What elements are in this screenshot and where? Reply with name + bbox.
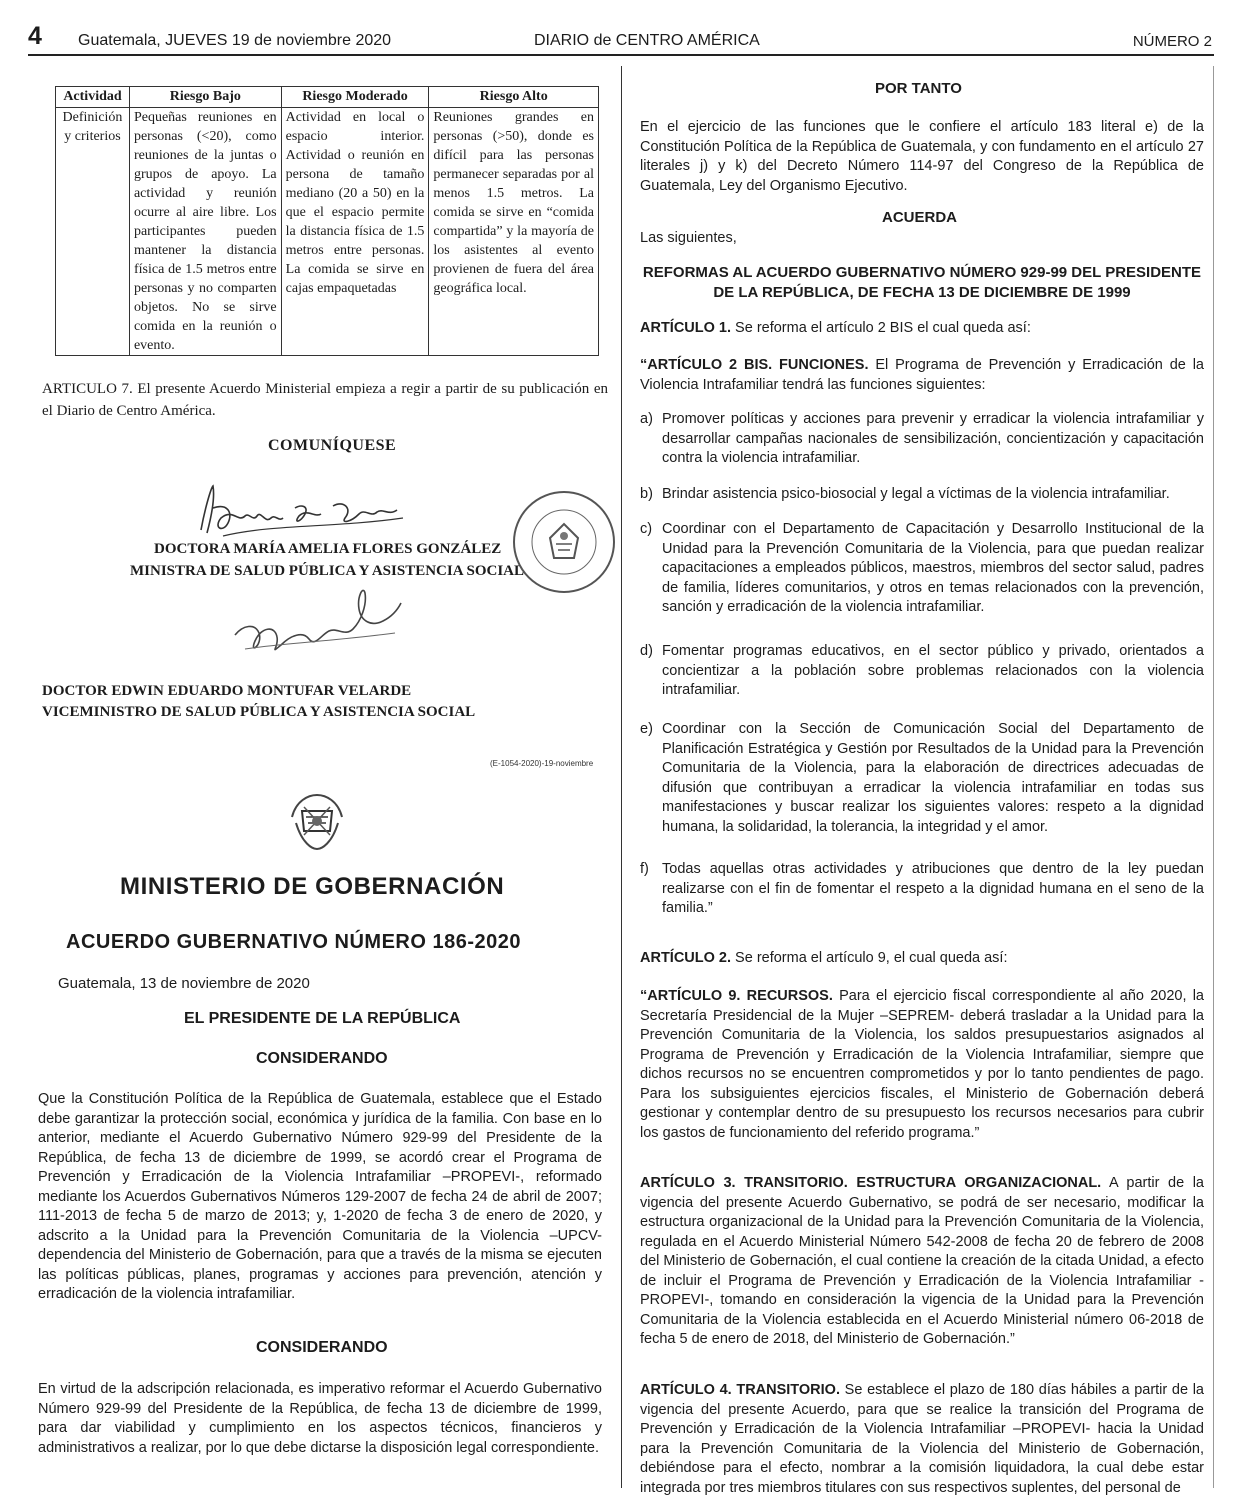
header-rule	[28, 54, 1214, 56]
ministry-seal	[510, 488, 618, 596]
cell-riesgo-alto: Reuniones grandes en personas (>50), donde es difícil para las personas permanecer separadas por al menos 1.5 metros. La comida se sirve en “comida compartida” y la mayoría de los asistentes al evento provienen de fuera del área geográfica local.	[429, 108, 599, 356]
articulo-2-lead: ARTÍCULO 2.	[640, 950, 732, 966]
articulo-2bis-lead: “ARTÍCULO 2 BIS. FUNCIONES.	[640, 357, 869, 373]
reformas-title: REFORMAS AL ACUERDO GUBERNATIVO NÚMERO 929-99 DEL PRESIDENTE DE LA REPÚBLICA, DE FECHA 13 DE DICIEMBRE DE 1999	[642, 264, 1202, 301]
articulo-2-text: Se reforma el artículo 9, el cual queda así:	[731, 950, 1008, 966]
considerando-2-heading: CONSIDERANDO	[256, 1339, 388, 1356]
list-item-letter: b)	[640, 486, 653, 502]
por-tanto-heading: POR TANTO	[875, 80, 962, 97]
list-item-letter: c)	[640, 521, 653, 537]
list-item-letter: f)	[640, 861, 649, 877]
header-riesgo-alto: Riesgo Alto	[429, 87, 599, 108]
list-item-letter: a)	[640, 411, 653, 427]
articulo-2	[640, 949, 1204, 969]
articulo-1	[640, 319, 1204, 339]
risk-table-header-row	[56, 87, 599, 108]
articulo-3-text: A partir de la vigencia del presente Acuerdo Gubernativo, se podrá de ser necesario, modificar la estructura organizacional de la Unidad para la Prevención Comunitaria de la Violencia, regulada en el Acuerdo Ministerial Número 542-2008 de fecha 20 de febrero de 2008 del Ministerio de Gobernación, el cual contiene la creación de la citada Unidad, a efecto de incluir el Programa de Prevención y Erradicación de la Violencia Intrafamiliar -PROPEVI-, tomando en consideración la vigencia de la Unidad para la Prevención Comunitaria de la Violencia establecida en el Acuerdo Ministerial número 06-2018 de fecha 5 de enero de 2018, del Ministerio de Gobernación.”	[640, 1175, 1204, 1347]
signature-2	[225, 575, 410, 675]
articulo-9-lead: “ARTÍCULO 9. RECURSOS.	[640, 988, 833, 1004]
cell-row-label: Definición y criterios	[56, 108, 130, 356]
risk-table-row	[56, 108, 599, 356]
list-item	[640, 860, 1204, 919]
signer-2-name: DOCTOR EDWIN EDUARDO MONTUFAR VELARDE	[42, 683, 412, 699]
header-riesgo-bajo: Riesgo Bajo	[129, 87, 281, 108]
list-item-text: Coordinar con la Sección de Comunicación Social del Departamento de Planificación Estratégica y Gestión por Resultados de la Unidad para la Prevención Comunitaria de la Violencia, para la elaboración de directrices adecuadas de difusión que contribuyan a erradicar la violencia intrafamiliar en todas sus manifestaciones y buscar realizar los siguientes valores: respeto a la dignidad humana, la solidaridad, la tolerancia, la integridad y el amor.	[662, 721, 1204, 835]
signer-1-title: MINISTRA DE SALUD PÚBLICA Y ASISTENCIA SOCIAL	[130, 563, 524, 579]
comuniquese-heading: COMUNÍQUESE	[268, 437, 397, 454]
signature-1	[183, 478, 423, 548]
list-item-text: Todas aquellas otras actividades y atribuciones que dentro de la ley puedan realizarse con el fin de fomentar el respeto a la dignidad humana en el seno de la familia.”	[662, 861, 1204, 916]
list-item-text: Fomentar programas educativos, en el sector público y privado, orientados a concientizar a la población sobre problemas relacionados con la violencia intrafamiliar.	[662, 643, 1204, 698]
page-number: 4	[28, 22, 42, 50]
list-item	[640, 410, 1204, 469]
page-header	[28, 22, 1214, 56]
acuerda-heading: ACUERDA	[882, 209, 957, 226]
acuerdo-title: ACUERDO GUBERNATIVO NÚMERO 186-2020	[66, 931, 521, 953]
list-item	[640, 642, 1204, 701]
considerando-1-text: Que la Constitución Política de la República de Guatemala, establece que el Estado debe garantizar la protección social, económica y jurídica de la familia. Con base en lo anterior, mediante el Acuerdo Gubernativo Número 929-99 del Presidente de la República, de fecha 13 de diciembre de 1999, se acordó crear el Programa de Prevención y Erradicación de la Violencia Intrafamiliar –PROPEVI-, reformado mediante los Acuerdos Gubernativos Números 129-2007 de fecha 24 de abril de 2007; 111-2013 de fecha 5 de marzo de 2013; y, 1-2020 de fecha 3 de enero de 2020, y adscrito a la Unidad para la Prevención Comunitaria de la Violencia –UPCV- dependencia del Ministerio de Gobernación, para que a través de la misma se ejecuten las políticas públicas, planes, programas y acciones para prevención, atención y erradicación de la violencia intrafamiliar.	[38, 1091, 602, 1302]
list-item-letter: e)	[640, 721, 653, 737]
column-divider	[621, 66, 622, 1488]
articulo-7: ARTICULO 7. El presente Acuerdo Ministerial empieza a regir a partir de su publicación en el Diario de Centro América.	[42, 381, 608, 419]
articulo-4-text: Se establece el plazo de 180 días hábiles a partir de la vigencia del presente Acuerdo, para que se realice la transición del Programa de Prevención y Erradicación de la Violencia Intrafamiliar –PROPEVI- hacia la Unidad para la Prevención Comunitaria de la Violencia del Ministerio de Gobernación, debiéndose para el efecto, nombrar a la comisión liquidadora, la cual debe estar integrada por tres miembros titulares con sus respectivos suplentes, del personal de	[640, 1382, 1204, 1496]
articulo-3-lead: ARTÍCULO 3. TRANSITORIO. ESTRUCTURA ORGANIZACIONAL.	[640, 1175, 1102, 1191]
header-actividad: Actividad	[56, 87, 130, 108]
header-riesgo-moderado: Riesgo Moderado	[281, 87, 429, 108]
articulo-4	[640, 1381, 1204, 1498]
las-siguientes: Las siguientes,	[640, 230, 737, 246]
presidente-heading: EL PRESIDENTE DE LA REPÚBLICA	[184, 1010, 461, 1027]
signer-1-name: DOCTORA MARÍA AMELIA FLORES GONZÁLEZ	[154, 541, 502, 557]
articulo-3	[640, 1174, 1204, 1350]
articulo-4-lead: ARTÍCULO 4. TRANSITORIO.	[640, 1382, 840, 1398]
list-item-text: Promover políticas y acciones para prevenir y erradicar la violencia intrafamiliar y desarrollar campañas nacionales de sensibilización, concientización y capacitación contra la violencia intrafamiliar.	[662, 411, 1204, 466]
articulo-2bis-text: El Programa de Prevención y Erradicación de la Violencia Intrafamiliar tendrá las funciones siguientes:	[640, 357, 1204, 393]
signer-2-title: VICEMINISTRO DE SALUD PÚBLICA Y ASISTENCIA SOCIAL	[42, 704, 476, 720]
por-tanto-text: En el ejercicio de las funciones que le confiere el artículo 183 literal e) de la Constitución Política de la República de Guatemala, y con fundamento en el artículo 27 literales j) y k) del Decreto Número 114-97 del Congreso de la República de Guatemala, Ley del Organismo Ejecutivo.	[640, 119, 1204, 194]
articulo-1-lead: ARTÍCULO 1.	[640, 320, 732, 336]
list-item	[640, 720, 1204, 837]
cell-riesgo-bajo: Pequeñas reuniones en personas (<20), como reuniones de la juntas o grupos de apoyo. La actividad y reunión ocurre al aire libre. Los participantes pueden mantener la distancia física de 1.5 metros entre personas y no comparten objetos. No se sirve comida en la reunión o evento.	[129, 108, 281, 356]
list-item-text: Brindar asistencia psico-biosocial y legal a víctimas de la violencia intrafamiliar.	[662, 486, 1170, 502]
articulo-9	[640, 987, 1204, 1143]
acuerdo-date: Guatemala, 13 de noviembre de 2020	[58, 975, 310, 992]
right-edge-rule	[1213, 66, 1214, 1488]
newspaper-name: DIARIO de CENTRO AMÉRICA	[534, 32, 760, 49]
list-item	[640, 520, 1204, 618]
risk-table	[55, 86, 599, 356]
guatemala-crest-icon	[282, 787, 352, 857]
ministry-heading: MINISTERIO DE GOBERNACIÓN	[120, 873, 505, 900]
cell-riesgo-moderado: Actividad en local o espacio interior. Actividad o reunión en persona de tamaño mediano (20 a 50) en la que el espacio permite la distancia física de 1.5 metros entre personas. La comida se sirve en cajas empaquetadas	[281, 108, 429, 356]
header-date: Guatemala, JUEVES 19 de noviembre 2020	[78, 32, 392, 49]
articulo-9-text: Para el ejercicio fiscal correspondiente al año 2020, la Secretaría Presidencial de la Mujer –SEPREM- deberá trasladar a la Unidad para la Prevención Comunitaria de la Violencia, los saldos presupuestarios asignados al Programa de Prevención y Erradicación de la Violencia Intrafamiliar, siempre que dichos recursos no se encuentren comprometidos y por lo tanto pendientes de pago. Para los subsiguientes ejercicios fiscales, el Ministerio de Gobernación deberá gestionar y contemplar dentro de su presupuesto los recursos necesarios para cubrir los gastos de funcionamiento del referido programa.”	[640, 988, 1204, 1141]
issue-number: NÚMERO 2	[1132, 33, 1212, 50]
list-item-letter: d)	[640, 643, 653, 659]
list-item-text: Coordinar con el Departamento de Capacitación y Desarrollo Institucional de la Unidad para la Prevención Comunitaria de la Violencia, para que puedan realizar capacitaciones a empleados públicos, maestros, miembros del sector salud, padres de familia, líderes comunitarios, y otros en temas relacionados con la prevención, sanción y erradicación de la violencia intrafamiliar.	[662, 521, 1204, 615]
considerando-1-heading: CONSIDERANDO	[256, 1050, 388, 1067]
list-item	[640, 485, 1204, 505]
considerando-2-text: En virtud de la adscripción relacionada, es imperativo reformar el Acuerdo Gubernativo Número 929-99 del Presidente de la República, de fecha 13 de diciembre de 1999, para dar viabilidad y cumplimiento en los aspectos técnicos, financieros y administrativos a realizar, por lo que debe dictarse la disposición legal correspondiente.	[38, 1381, 602, 1456]
articulo-1-text: Se reforma el artículo 2 BIS el cual queda así:	[731, 320, 1031, 336]
articulo-2bis	[640, 356, 1204, 395]
publication-reference: (E-1054-2020)-19-noviembre	[490, 759, 594, 768]
